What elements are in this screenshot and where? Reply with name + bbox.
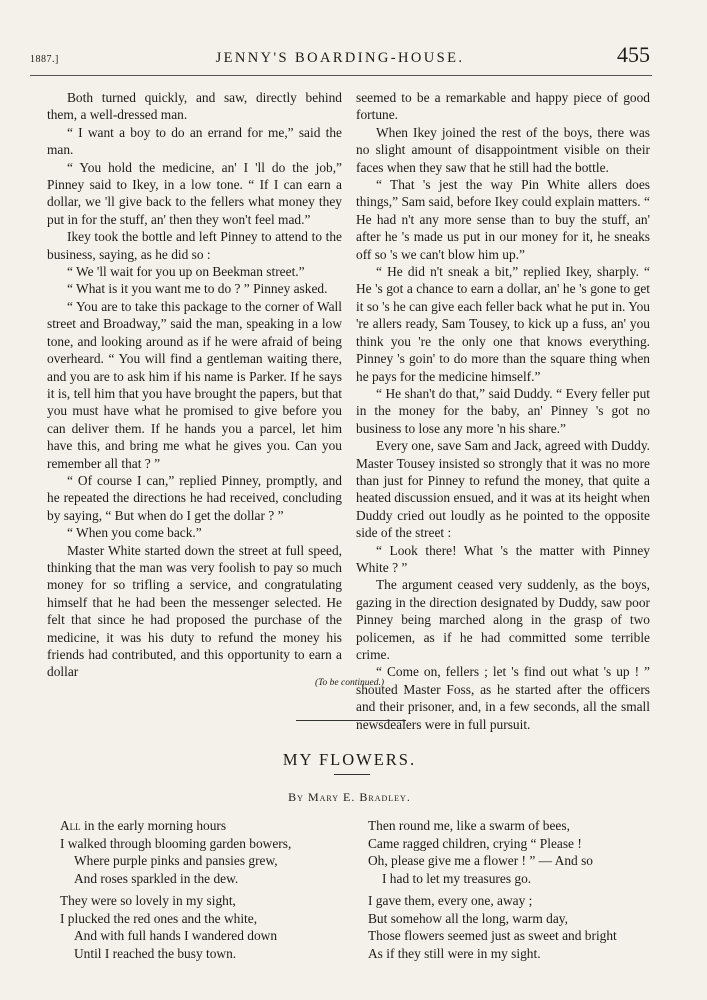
story-paragraph: The argument ceased very suddenly, as the boys, gazing in the direction designated by Duddy, saw poor Pinney being marched along in the grasp of two policemen, as if he had committed some terrible crime. [356,577,650,662]
poem-line: They were so lovely in my sight, [60,893,236,908]
page-number: 455 [617,42,650,67]
story-column-right [356,89,650,733]
poem-byline: By Mary E. Bradley. [288,790,411,804]
story-paragraph: “ He shan't do that,” said Duddy. “ Every feller put in the money for the baby, an' Pinney 's got no business to lose any more 'n his share.” [356,385,650,436]
story-paragraph: “ You hold the medicine, an' I 'll do the job,” Pinney said to Ikey, in a low tone. “ If I can earn a dollar, we 'll give back to the fellers what money they put in for the stuff, an' then they won't feel mad.” [47,159,342,227]
poem-title: MY FLOWERS. [282,750,417,769]
poem-stanza-3 [368,817,593,887]
poem-line: Those flowers seemed just as sweet and bright [368,928,617,944]
story-paragraph: “ That 's jest the way Pin White allers does things,” Sam said, before Ikey could explain matters. “ He had n't any more sense than to buy the stuff, an' after he 's made us put in our money for it, he sneaks off so 's we can't blow him up.” [356,177,650,262]
poem-line: I plucked the red ones and the white, [60,910,258,926]
story-paragraph: Every one, save Sam and Jack, agreed with Duddy. Master Tousey insisted so strongly that it was no more than just for Pinney to refund the money, that quite a heated discussion ensued, and it was at its height when Duddy cried out loudly as he pointed to the opposite side of the street : [356,438,650,541]
story-paragraph: “ We 'll wait for you up on Beekman street.” [67,264,305,280]
story-paragraph: “ Of course I can,” replied Pinney, promptly, and he repeated the directions he had received, concluding by saying, “ But when do I get the dollar ? ” [47,472,342,523]
to-be-continued-note: (To be continued.) [314,678,385,688]
poem-line: Then round me, like a swarm of bees, [368,818,570,833]
poem-line [60,817,291,835]
poem-stanza-1 [60,817,291,887]
section-divider [296,720,406,721]
poem-line: Where purple pinks and pansies grew, [74,853,278,869]
header-rule [30,75,652,76]
poem-line: I had to let my treasures go. [382,870,532,886]
story-paragraph: Master White started down the street at full speed, thinking that the man was very foolish to pay so much money for so trifling a service, and congratulating himself that he had been the messenger selected. He felt that since he had proposed the purchase of the medicine, it was his duty to refund the money his friends had contributed, and this opportunity to earn a dollar [47,542,342,680]
poem-line: As if they still were in my sight. [368,945,541,961]
running-title: JENNY'S BOARDING-HOUSE. [215,50,465,66]
story-paragraph: “ Come on, fellers ; let 's find out what 's up ! ” shouted Master Foss, as he started after the officers and their prisoner, and, in a few seconds, all the small newsdealers were in full pursuit. [356,664,650,732]
header-year: 1887.] [30,54,59,65]
story-paragraph: “ What is it you want me to do ? ” Pinney asked. [67,281,328,297]
poem-line-rest: in the early morning hours [80,818,227,833]
poem-line: And with full hands I wandered down [74,928,278,944]
poem-line: I walked through blooming garden bowers, [60,835,292,851]
poem-line: And roses sparkled in the dew. [74,870,239,886]
poem-line: Until I reached the busy town. [74,945,237,961]
page-header [30,42,650,74]
poem-title-rule [334,774,370,775]
story-paragraph: When Ikey joined the rest of the boys, there was no slight amount of disappointment visible on their faces when they saw that he still had the bottle. [356,124,650,175]
drop-word: All [60,818,81,833]
story-column-left [47,89,342,681]
poem-line: I gave them, every one, away ; [368,893,533,908]
story-paragraph: “ I want a boy to do an errand for me,” said the man. [47,124,342,158]
poem-stanza-2 [60,892,277,962]
poem-line: Oh, please give me a flower ! ” — And so [368,853,593,869]
poem-line: Came ragged children, crying “ Please ! [368,835,582,851]
story-paragraph: Ikey took the bottle and left Pinney to attend to the business, saying, as he did so : [47,229,342,262]
story-paragraph-continuation: seemed to be a remarkable and happy piece of good fortune. [356,90,650,123]
story-paragraph: “ He did n't sneak a bit,” replied Ikey, sharply. “ He 's got a chance to earn a dollar, an' he 's gone to get it so 's he can give each feller back what he put in. You 're allers ready, Sam Tousey, to kick up a fuss, an' you think you 're the only one that knows everything. Pinney 's goin' to do more than the square thing when he pays for the medicine himself.” [356,264,650,384]
poem-line: But somehow all the long, warm day, [368,910,568,926]
story-paragraph: “ You are to take this package to the corner of Wall street and Broadway,” said the man, speaking in a low tone, and looking around as if he were afraid of being overheard. “ You will find a gentleman waiting there, and you are to ask him if his name is Parker. If he says it is, tell him that you have brought the papers, but that you must have what he promised to give before you can deliver them. If he hands you a parcel, let him have this, and bring me what he gives you. Can you remember all that ? ” [47,298,342,471]
poem-stanza-4 [368,892,617,962]
story-paragraph: “ When you come back.” [67,525,202,541]
story-paragraph: Both turned quickly, and saw, directly behind them, a well-dressed man. [47,90,342,123]
story-paragraph: “ Look there! What 's the matter with Pinney White ? ” [356,542,650,575]
